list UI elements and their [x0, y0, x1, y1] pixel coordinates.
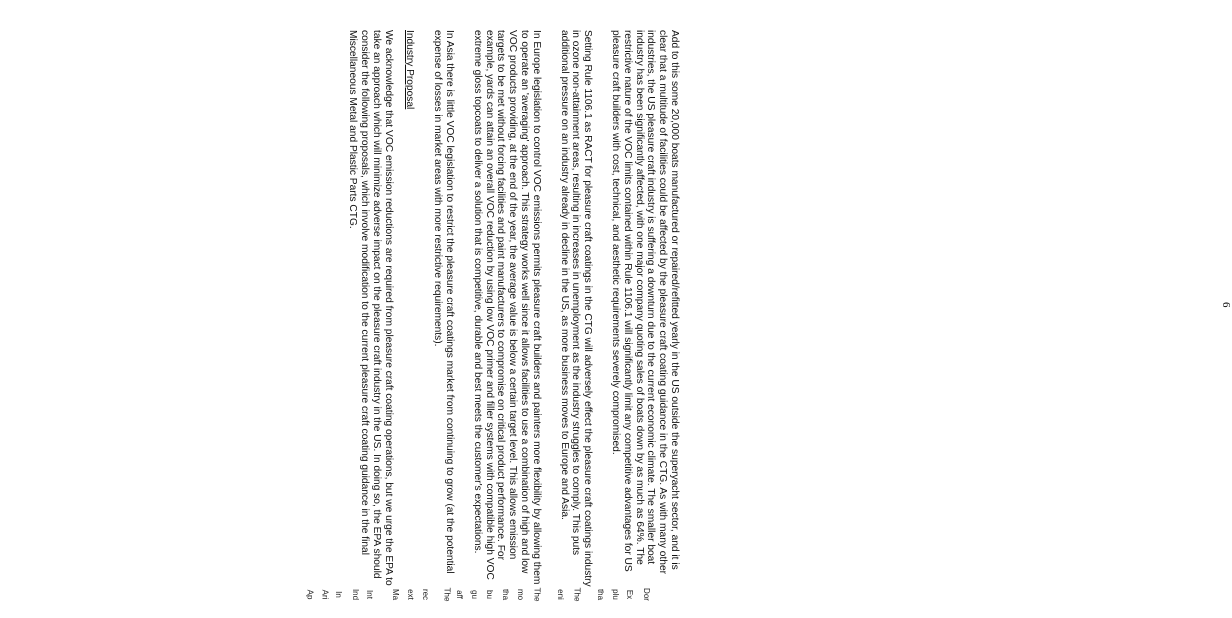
edge-mark: eni: [555, 589, 565, 600]
edge-mark: The: [442, 587, 452, 602]
edge-mark: Int: [364, 590, 374, 599]
edge-mark: ext: [405, 589, 415, 600]
edge-mark: Ma: [391, 588, 401, 601]
paragraph-4: In Asia there is little VOC legislation to restrict the pleasure craft coatings market from continuing to grow (at the potential expense of losses in market areas with more restrictive requirements).: [432, 30, 456, 574]
edge-mark: The: [532, 587, 542, 602]
edge-marks: [120, 587, 660, 618]
edge-mark: gu: [469, 590, 479, 599]
paragraph-1: Add to this some 20,000 boats manufactured or repaired/refitted yearly in the US outside the superyacht sector, and it is clear that a multitude of facilities could be affected by the pleasure craft coating guidance in the CTG. As with many other industries, the US pleasure craft industry is suffering a downturn due to the current economic climate. The smaller boat industry has been significantly affected, with one major company quoting sales of boats down by as much as 64%. The restrictive nature of the VOC limits contained within Rule 1106.1 will significantly limit any competitive advantages for US pleasure craft builders with cost, technical, and aesthetic requirements severely compromised.: [610, 30, 680, 575]
edge-mark: aff: [454, 590, 464, 599]
edge-mark: The: [572, 587, 582, 602]
edge-mark: plu: [610, 589, 620, 600]
edge-mark: Ex: [625, 589, 635, 600]
edge-mark: tha: [501, 588, 511, 601]
paragraph-3: In Europe legislation to control VOC emissions permits pleasure craft builders and painters more flexibility by allowing them to operate an 'averaging' approach. This strategy works well since it allows facilities to use a combination of high and low VOC products providing, at the end of the year, the average value is below a certain target level. This allows emission targets to be met without forcing facilities and paint manufacturers to compromise on critical product performance. For example, yards can attain an overall VOC reduction by using low VOC primer and filler systems with compatible high VOC extreme gloss topcoats to deliver a solution that is competitive, durable and best meets the customer's expectations.: [471, 30, 542, 585]
paragraph-2: Setting Rule 1106.1 as RACT for pleasure craft coatings in the CTG will adversely effect the pleasure craft coatings industry in ozone non-attainment areas, resulting in increases in unemployment as the industry struggles to comply. This puts additional pressure on an industry already in decline in the US, as more business moves to Europe and Asia.: [558, 30, 594, 587]
edge-mark: Dor: [641, 588, 651, 601]
edge-mark: tha: [596, 588, 606, 601]
edge-mark: bu: [484, 590, 494, 599]
edge-mark: Ap: [305, 589, 315, 600]
edge-mark: Ind: [351, 588, 361, 601]
edge-mark: rec: [421, 588, 431, 601]
edge-mark: Ari: [320, 589, 330, 600]
edge-mark: In: [333, 591, 343, 598]
section-heading: Industry Proposal: [404, 30, 416, 110]
page-number: 6: [1220, 302, 1232, 308]
edge-mark: mo: [516, 588, 526, 601]
closing-paragraph: We acknowledge that VOC emission reductions are required from pleasure craft coating operations, but we urge the EPA to take an approach which will minimize adverse impact on the pleasure craft industry in the US. In doing so, the EPA should consider the following proposals, which involve modification to the current pleasure craft coating guidance in the final Miscellaneous Metal and Plastic Parts CTG.: [347, 30, 394, 586]
